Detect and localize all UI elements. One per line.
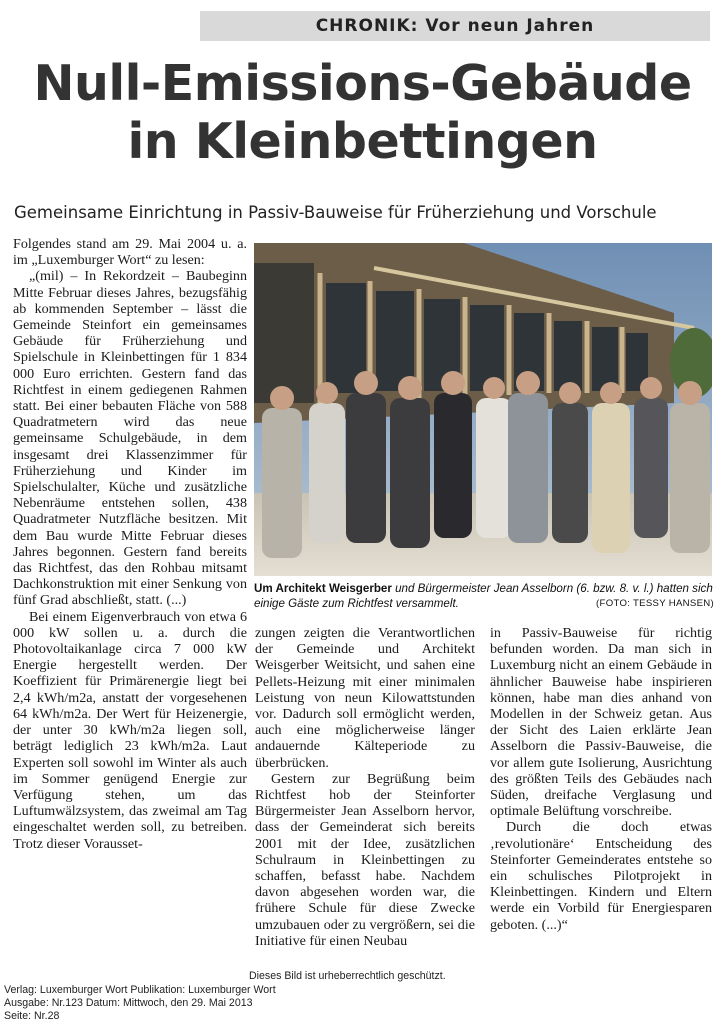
caption-bold: Um Architekt Weisgerber	[254, 582, 392, 595]
intro-paragraph: Folgendes stand am 29. Mai 2004 u. a. im „Luxemburger Wort“ zu lesen:	[13, 236, 247, 269]
article-photo	[254, 243, 712, 576]
headline-line-2: in Kleinbettingen	[127, 113, 598, 170]
article-column-2	[255, 625, 475, 949]
article-column-1	[13, 236, 247, 852]
body-paragraph: „(mil) – In Rekordzeit – Baubeginn Mitte Februar dieses Jahres, bezugsfähig ab kommenden September – lässt die Gemeinde Steinfort ein gemeinsames Gebäude für Früherziehung und Spielschule in Kleinbettingen für 1 834 000 Euro errichten. Gestern fand das Richtfest in einem gediegenen Rahmen statt. Bei einer bebauten Fläche von 588 Quadratmetern wird das neue gemeinsame Schulgebäude, in dem insgesamt drei Klassenzimmer für Früherziehung und Kinder im Spielschulalter, Küche und zusätzliche Nebenräume entstehen sollen, 438 Quadratmeter Nutzfläche besitzen. Mit dem Bau wurde Mitte Februar dieses Jahres begonnen. Gestern fand bereits das Richtfest, das den Rohbau mitsamt Dachkonstruktion mit einer Senkung von fünf Grad abschließt, statt. (...)	[13, 268, 247, 609]
body-paragraph: Gestern zur Begrüßung beim Richtfest hob der Steinforter Bürgermeister Jean Asselborn hervor, dass der Gemeinderat sich bereits 2001 mit der Idee, zusätzlichen Schulraum in Kleinbettingen zu schaffen, befasst habe. Nachdem davon abgesehen worden war, die frühere Schule für diese Zwecke umzubauen oder zu vergrößern, sei die Initiative für einen Neubau	[255, 770, 475, 949]
article-subheadline: Gemeinsame Einrichtung in Passiv-Bauweise für Früherziehung und Vorschule	[14, 203, 657, 222]
photo-credit: (FOTO: TESSY HANSEN)	[596, 598, 714, 609]
photo-caption	[254, 581, 714, 611]
body-paragraph: Durch die doch etwas ‚revolutionäre‘ Entscheidung des Steinforter Gemeinderates entstehe so ein schulisches Pilotprojekt in Kleinbettingen. Kindern und Eltern werde ein Vorbild für Energiesparen geboten. (...)“	[490, 819, 712, 933]
body-paragraph: Bei einem Eigenverbrauch von etwa 6 000 kW sollen u. a. durch die Photovoltaikanlage circa 7 000 kW Energie hergestellt werden. Der Koeffizient für Primärenergie liegt bei 2,4 kWh/m2a, anstatt der vorgesehenen 64 kWh/m2a. Der Wert für Heizenergie, der unter 30 kWh/m2a liegen soll, beträgt lediglich 23 kWh/m2a. Laut Experten soll sowohl im Winter als auch im Sommer genügend Energie zur Verfügung stehen, um das Luftumwälzsystem, das zweimal am Tag eingeschaltet werden soll, zu betreiben. Trotz dieser Vorausset-	[13, 608, 247, 852]
issue-date-line: Ausgabe: Nr.123 Datum: Mittwoch, den 29. Mai 2013	[4, 997, 253, 1009]
page-number-line: Seite: Nr.28	[4, 1010, 60, 1022]
body-paragraph: in Passiv-Bauweise für richtig befunden worden. Da man sich in Luxemburg nicht an einem Gebäude in ähnlicher Bauweise habe inspirieren können, habe man dies anhand von Modellen in der Schweiz getan. Aus der Sicht des Laien erklärte Jean Asselborn die Passiv-Bauweise, die vor allem gute Isolierung, Ausrichtung des größten Teils des Gebäudes nach Süden, dreifache Verglasung und optimale Belüftung vorschreibe.	[490, 625, 712, 820]
headline-line-1: Null-Emissions-Gebäude	[33, 55, 692, 112]
copyright-notice: Dieses Bild ist urheberrechtlich geschützt.	[249, 970, 446, 982]
section-kicker: CHRONIK: Vor neun Jahren	[200, 11, 710, 41]
publisher-line: Verlag: Luxemburger Wort Publikation: Luxemburger Wort	[4, 984, 276, 996]
caption-text: und Bürgermeister Jean Asselborn (6. bzw. 8. v. l.) hatten sich einige Gäste zum Richtfest versammelt.	[254, 582, 713, 610]
publication-metadata	[4, 984, 276, 1023]
body-paragraph: zungen zeigten die Verantwortlichen der Gemeinde und Architekt Weisgerber Weitsicht, und sahen eine Pellets-Heizung mit einer minimalen Leistung von neun Kilowattstunden vor. Dadurch soll ermöglicht werden, auch eine möglicherweise länger andauernde Kälteperiode zu überbrücken.	[255, 625, 475, 771]
article-column-3	[490, 625, 712, 933]
group-photo-illustration	[254, 243, 712, 576]
article-headline	[0, 55, 725, 171]
